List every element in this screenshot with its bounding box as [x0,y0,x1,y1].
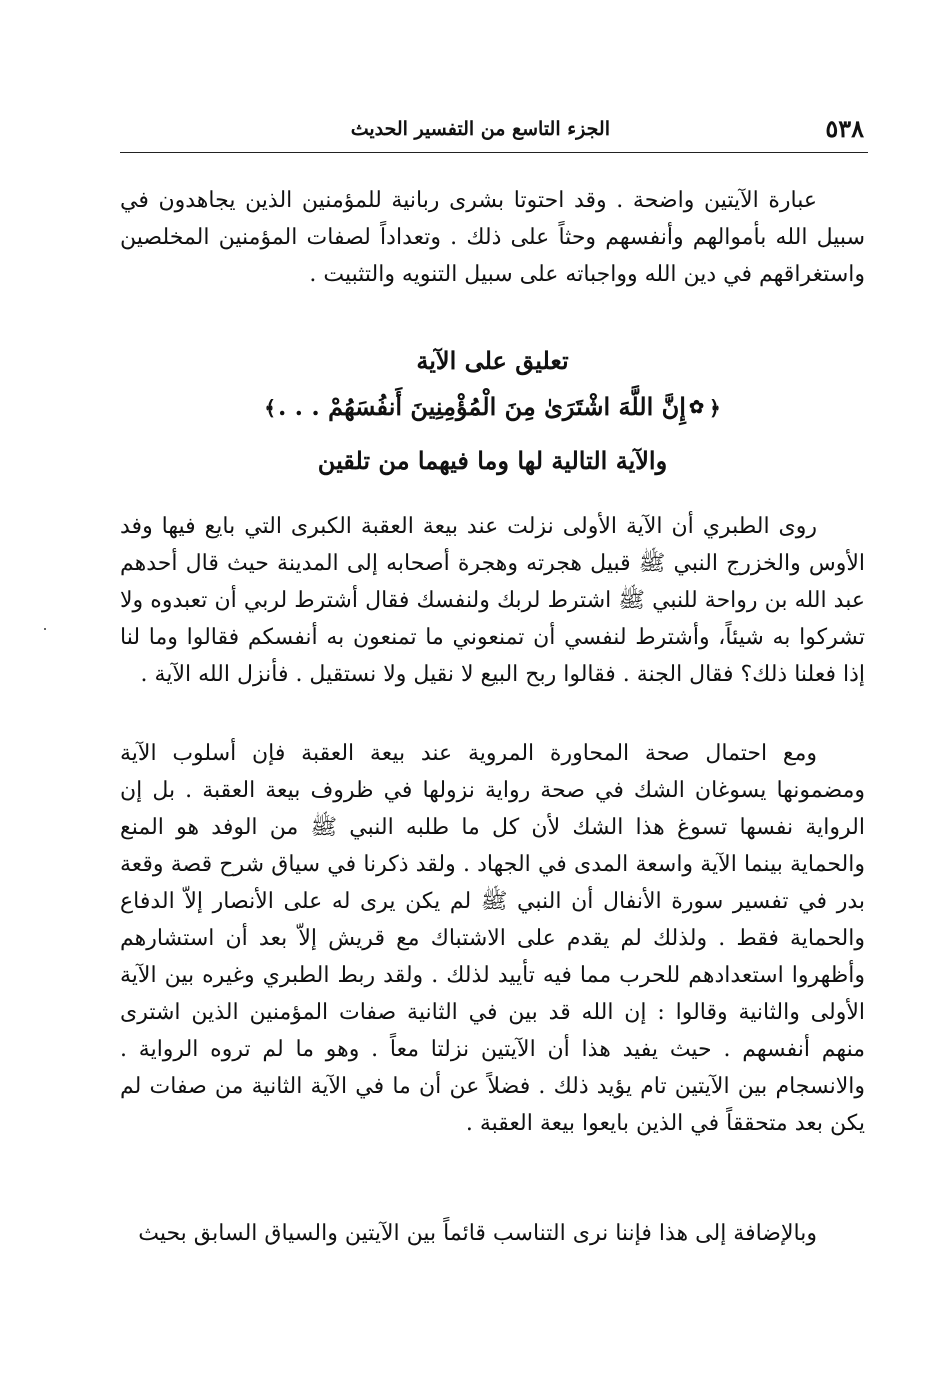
ornate-bracket-close-icon: ﴾ [264,396,276,420]
paragraph-intro: عبارة الآيتين واضحة . وقد احتوتا بشرى ربانية للمؤمنين الذين يجاهدون في سبيل الله بأموالهم وأنفسهم وحثاً على ذلك . وتعداداً لصفات المؤمنين المخلصين واستغراقهم في دين الله وواجباته على سبيل التنويه والتثبيت . [120,188,865,287]
section-subtitle: والآية التالية لها وما فيهما من تلقين [317,446,668,475]
running-header [120,112,868,156]
paragraph-continuation: وبالإضافة إلى هذا فإننا نرى التناسب قائماً بين الآيتين والسياق السابق بحيث [138,1221,817,1246]
verse-heading [120,392,865,421]
paragraph-analysis: ومع احتمال صحة المحاورة المروية عند بيعة العقبة فإن أسلوب الآية ومضمونها يسوغان الشك في صحة رواية نزولها في ظروف بيعة العقبة . بل إن الرواية نفسها تسوغ هذا الشك لأن كل ما طلبه النبي ﷺ من الوفد هو المنع والحماية بينما الآية واسعة المدى في الجهاد . ولقد ذكرنا في سياق شرح قصة وقعة بدر في تفسير سورة الأنفال أن النبي ﷺ لم يكن يرى له على الأنصار إلاّ الدفاع والحماية فقط . ولذلك لم يقدم على الاشتباك مع قريش إلاّ بعد أن استشارهم وأظهروا استعدادهم للحرب مما فيه تأييد لذلك . ولقد ربط الطبري وغيره بين الآية الأولى والثانية وقالوا : إن الله قد بين في الثانية صفات المؤمنين الذين اشترى منهم أنفسهم . حيث يفيد هذا أن الآيتين نزلتا معاً . وهو ما لم تروه الرواية . والانسجام بين الآيتين تام يؤيد ذلك . فضلاً عن أن ما في الآية الثانية من صفات لم يكن بعد متحققاً في الذين بايعوا بيعة العقبة . [120,741,865,1136]
header-title: الجزء التاسع من التفسير الحديث [350,118,610,140]
verse-text: إِنَّ اللَّهَ اشْتَرَىٰ مِنَ الْمُؤْمِنِينَ أَنفُسَهُمْ . . . [277,392,686,421]
ornate-bracket-open-icon: ﴿ [709,396,721,420]
header-divider [120,152,868,153]
paragraph-tabari-narration: روى الطبري أن الآية الأولى نزلت عند بيعة العقبة الكبرى التي بايع فيها وفد الأوس والخزرج النبي ﷺ قبيل هجرته وهجرة أصحابه إلى المدينة حيث قال أحدهم عبد الله بن رواحة للنبي ﷺ اشترط لربك ولنفسك فقال أشترط لربي أن تعبدوه ولا تشركوا به شيئاً، وأشترط لنفسي أن تمنعوني ما تمنعون به أنفسكم فقالوا وما لنا إذا فعلنا ذلك؟ فقال الجنة . فقالوا ربح البيع لا نقيل ولا نستقيل . فأنزل الله الآية . [120,514,865,687]
flower-ornament-icon: ✿ [688,397,705,418]
scan-speck [44,628,46,630]
page-number: ٥٣٨ [825,114,864,143]
section-title: تعليق على الآية [416,346,569,375]
